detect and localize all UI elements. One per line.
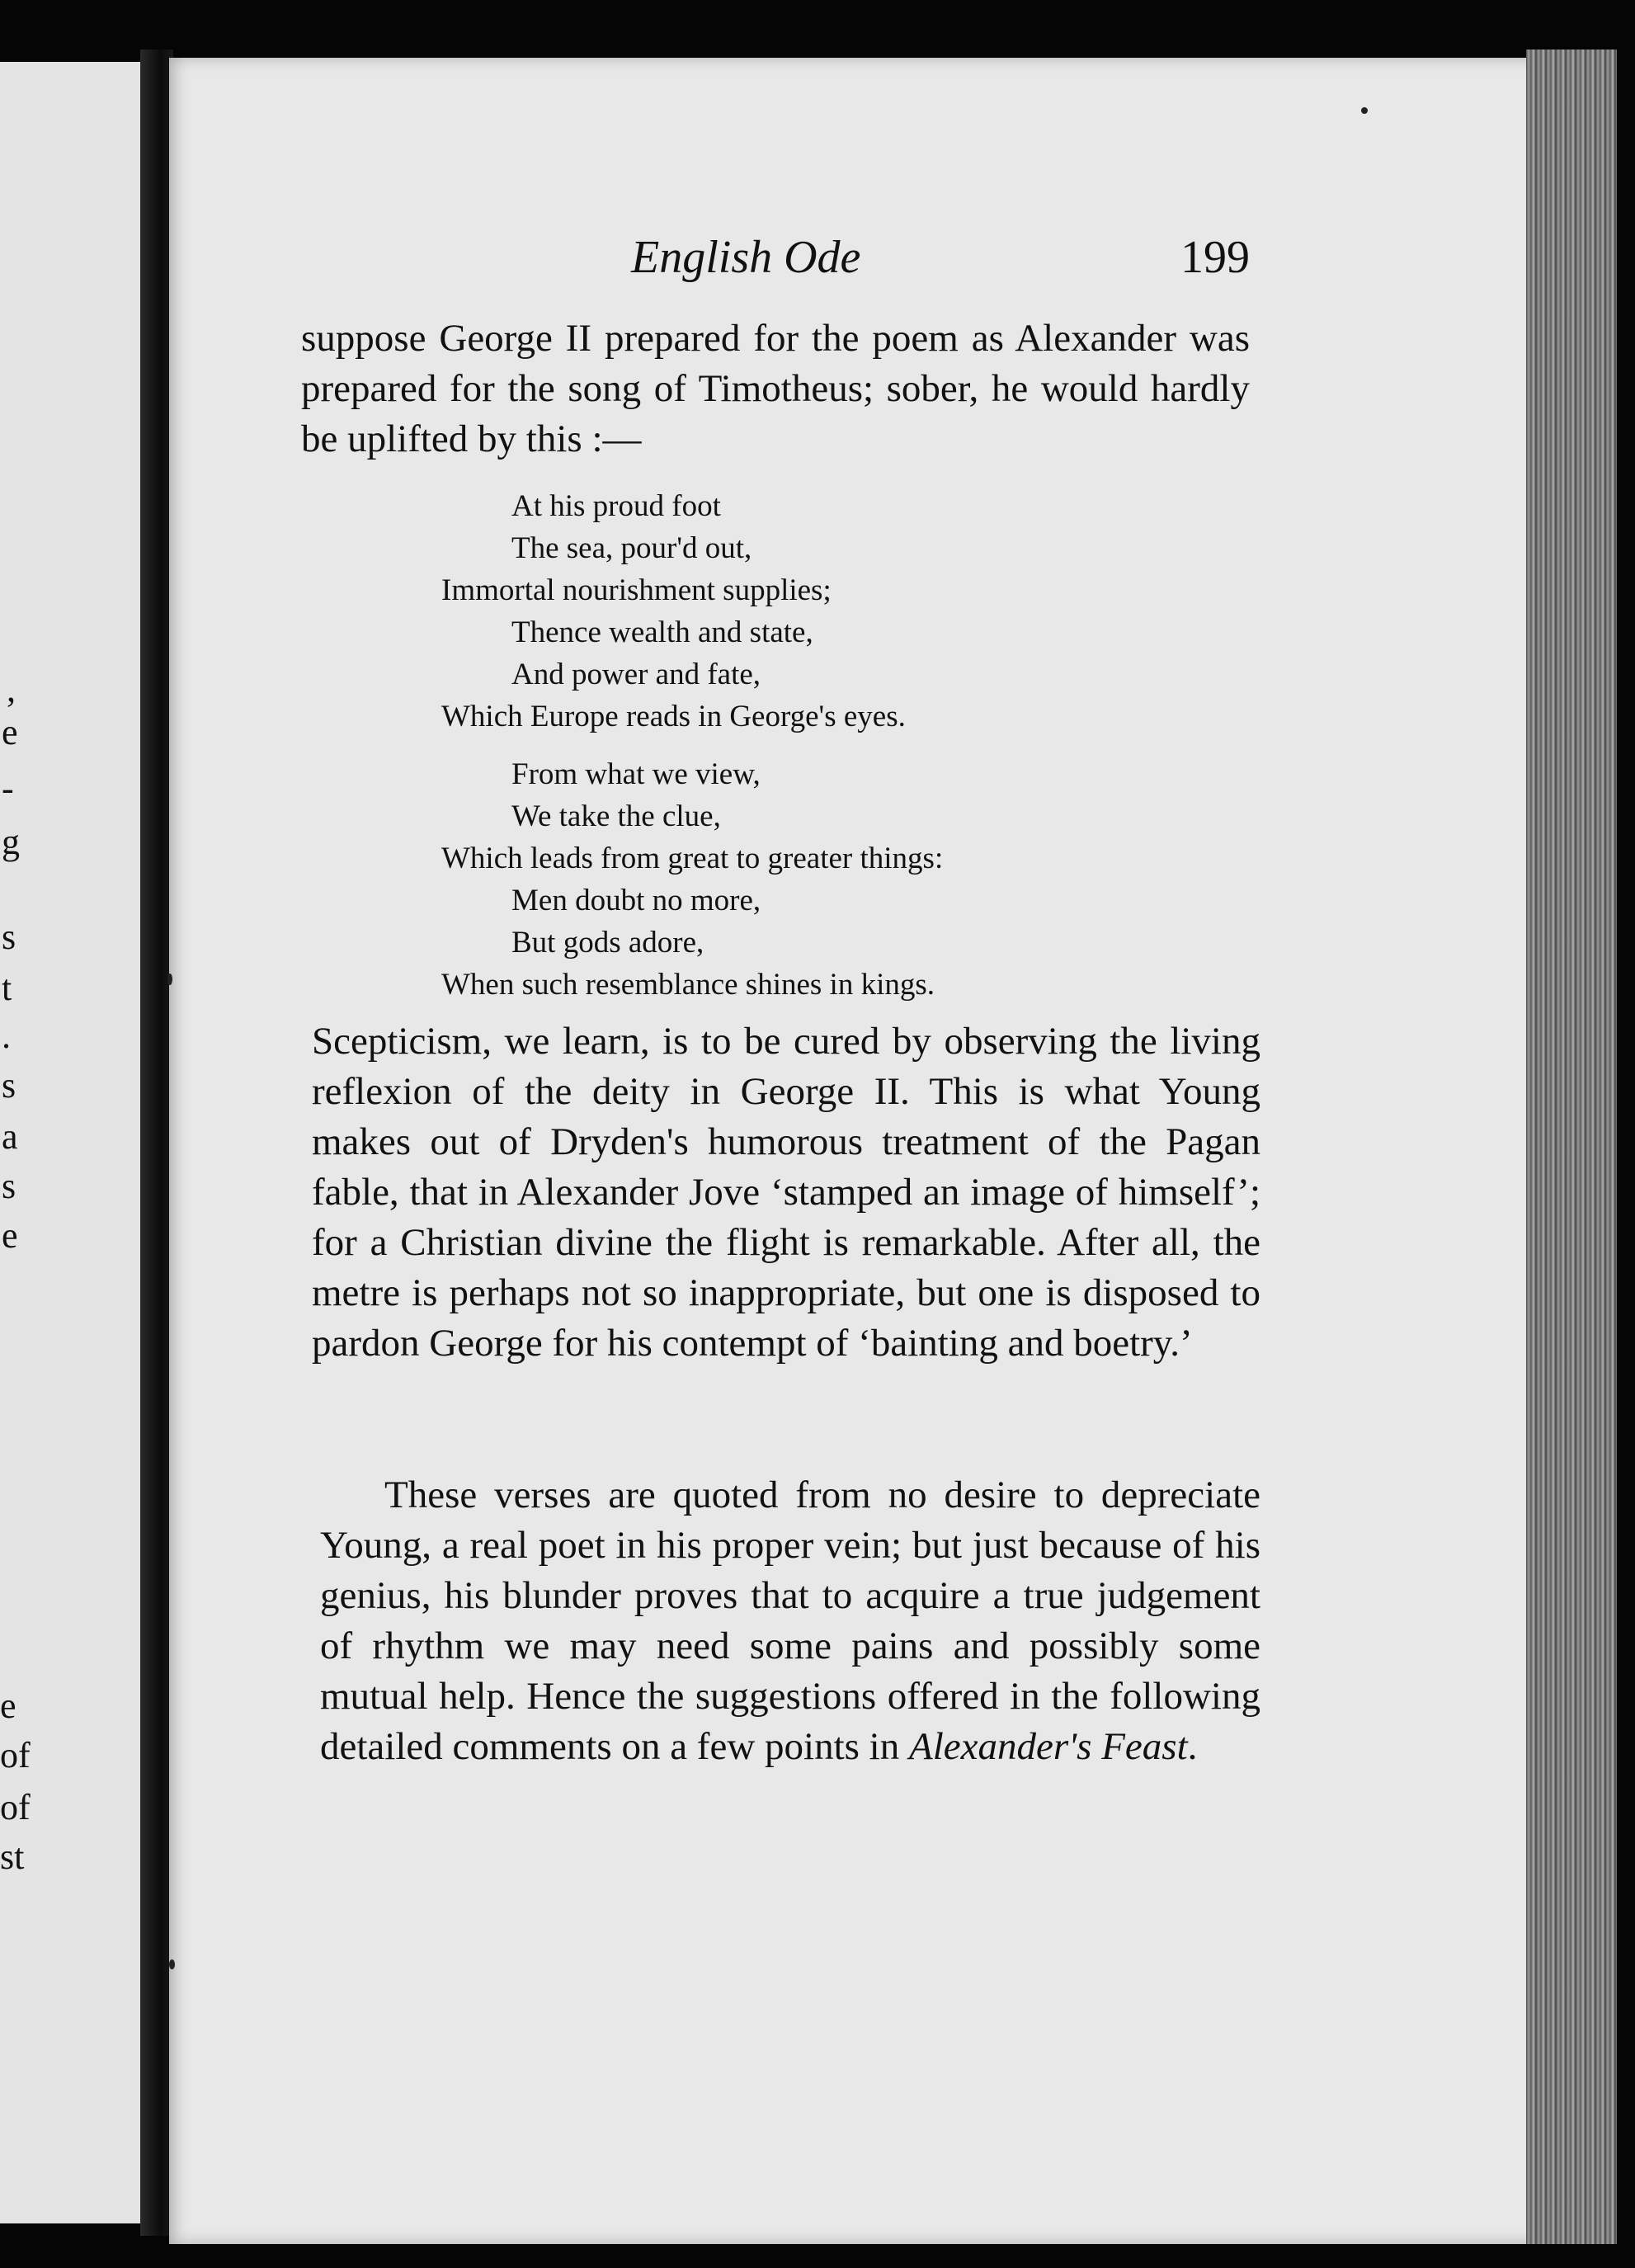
closing-paragraph [320,1470,1260,1772]
dust-speck [169,1959,175,1969]
page-edges [1526,50,1617,2244]
poem-line: Men doubt no more, [511,884,761,917]
left-fragment: , [7,669,16,710]
poem-line: But gods adore, [511,926,704,960]
left-fragment: t [2,968,12,1008]
italic-title: Alexander's Feast [908,1725,1188,1768]
poem-line: At his proud foot [511,489,721,523]
poem-line: Which Europe reads in George's eyes. [441,700,906,733]
poem-line: Immortal nourishment supplies; [441,573,832,607]
left-fragment: e [2,1215,18,1256]
page-header [301,231,1250,289]
left-fragment: s [2,917,16,957]
poem-line: The sea, pour'd out, [511,531,752,565]
running-title: English Ode [631,232,861,283]
closing-period: . [1187,1725,1198,1768]
poem-line: Which leads from great to greater things: [441,842,944,875]
left-fragment: e [0,1686,16,1726]
left-fragment: s [2,1065,16,1106]
left-fragment: st [0,1837,25,1877]
poem-line: From what we view, [511,757,761,791]
left-fragment: . [2,1016,11,1056]
left-fragment: a [2,1116,18,1157]
poem-line: And power and fate, [511,658,761,691]
dust-speck [1361,107,1368,114]
poem-stanza-2 [441,753,943,1006]
closing-paragraph-text: These verses are quoted from no desire to depreciate Young, a real poet in his proper vein; but just because of his genius, his blunder proves that to acquire a true judgement of rhythm we may need some pains and possibly some mutual help. Hence the suggestions offered in the following detailed comments on a few points in [320,1473,1260,1768]
left-fragment: - [2,768,14,809]
poem-line: When such resemblance shines in kings. [441,968,935,1002]
main-paragraph: Scepticism, we learn, is to be cured by observing the living reflexion of the deity in George II. This is what Young makes out of Dryden's humorous treatment of the Pagan fable, that in Alexander Jove ‘stamped an image of himself’; for a Christian divine the flight is remarkable. After all, the metre is perhaps not so inappropriate, but one is disposed to pardon George for his contempt of ‘bainting and boetry.’ [312,1020,1260,1365]
left-fragment: of [0,1735,31,1775]
left-fragment: s [2,1166,16,1206]
left-fragment: g [2,822,20,862]
poem-stanza-1 [441,485,906,738]
left-page [0,62,148,2223]
poem-line: We take the clue, [511,799,721,833]
book-gutter [140,50,173,2236]
intro-paragraph: suppose George II prepared for the poem as Alexander was prepared for the song of Timotheus; sober, he would hardly be uplifted by this :— [301,317,1250,460]
poem-line: Thence wealth and state, [511,615,813,649]
left-fragment: of [0,1787,31,1827]
left-fragment: e [2,712,18,752]
page-number: 199 [1180,232,1250,283]
dust-speck [167,974,172,985]
